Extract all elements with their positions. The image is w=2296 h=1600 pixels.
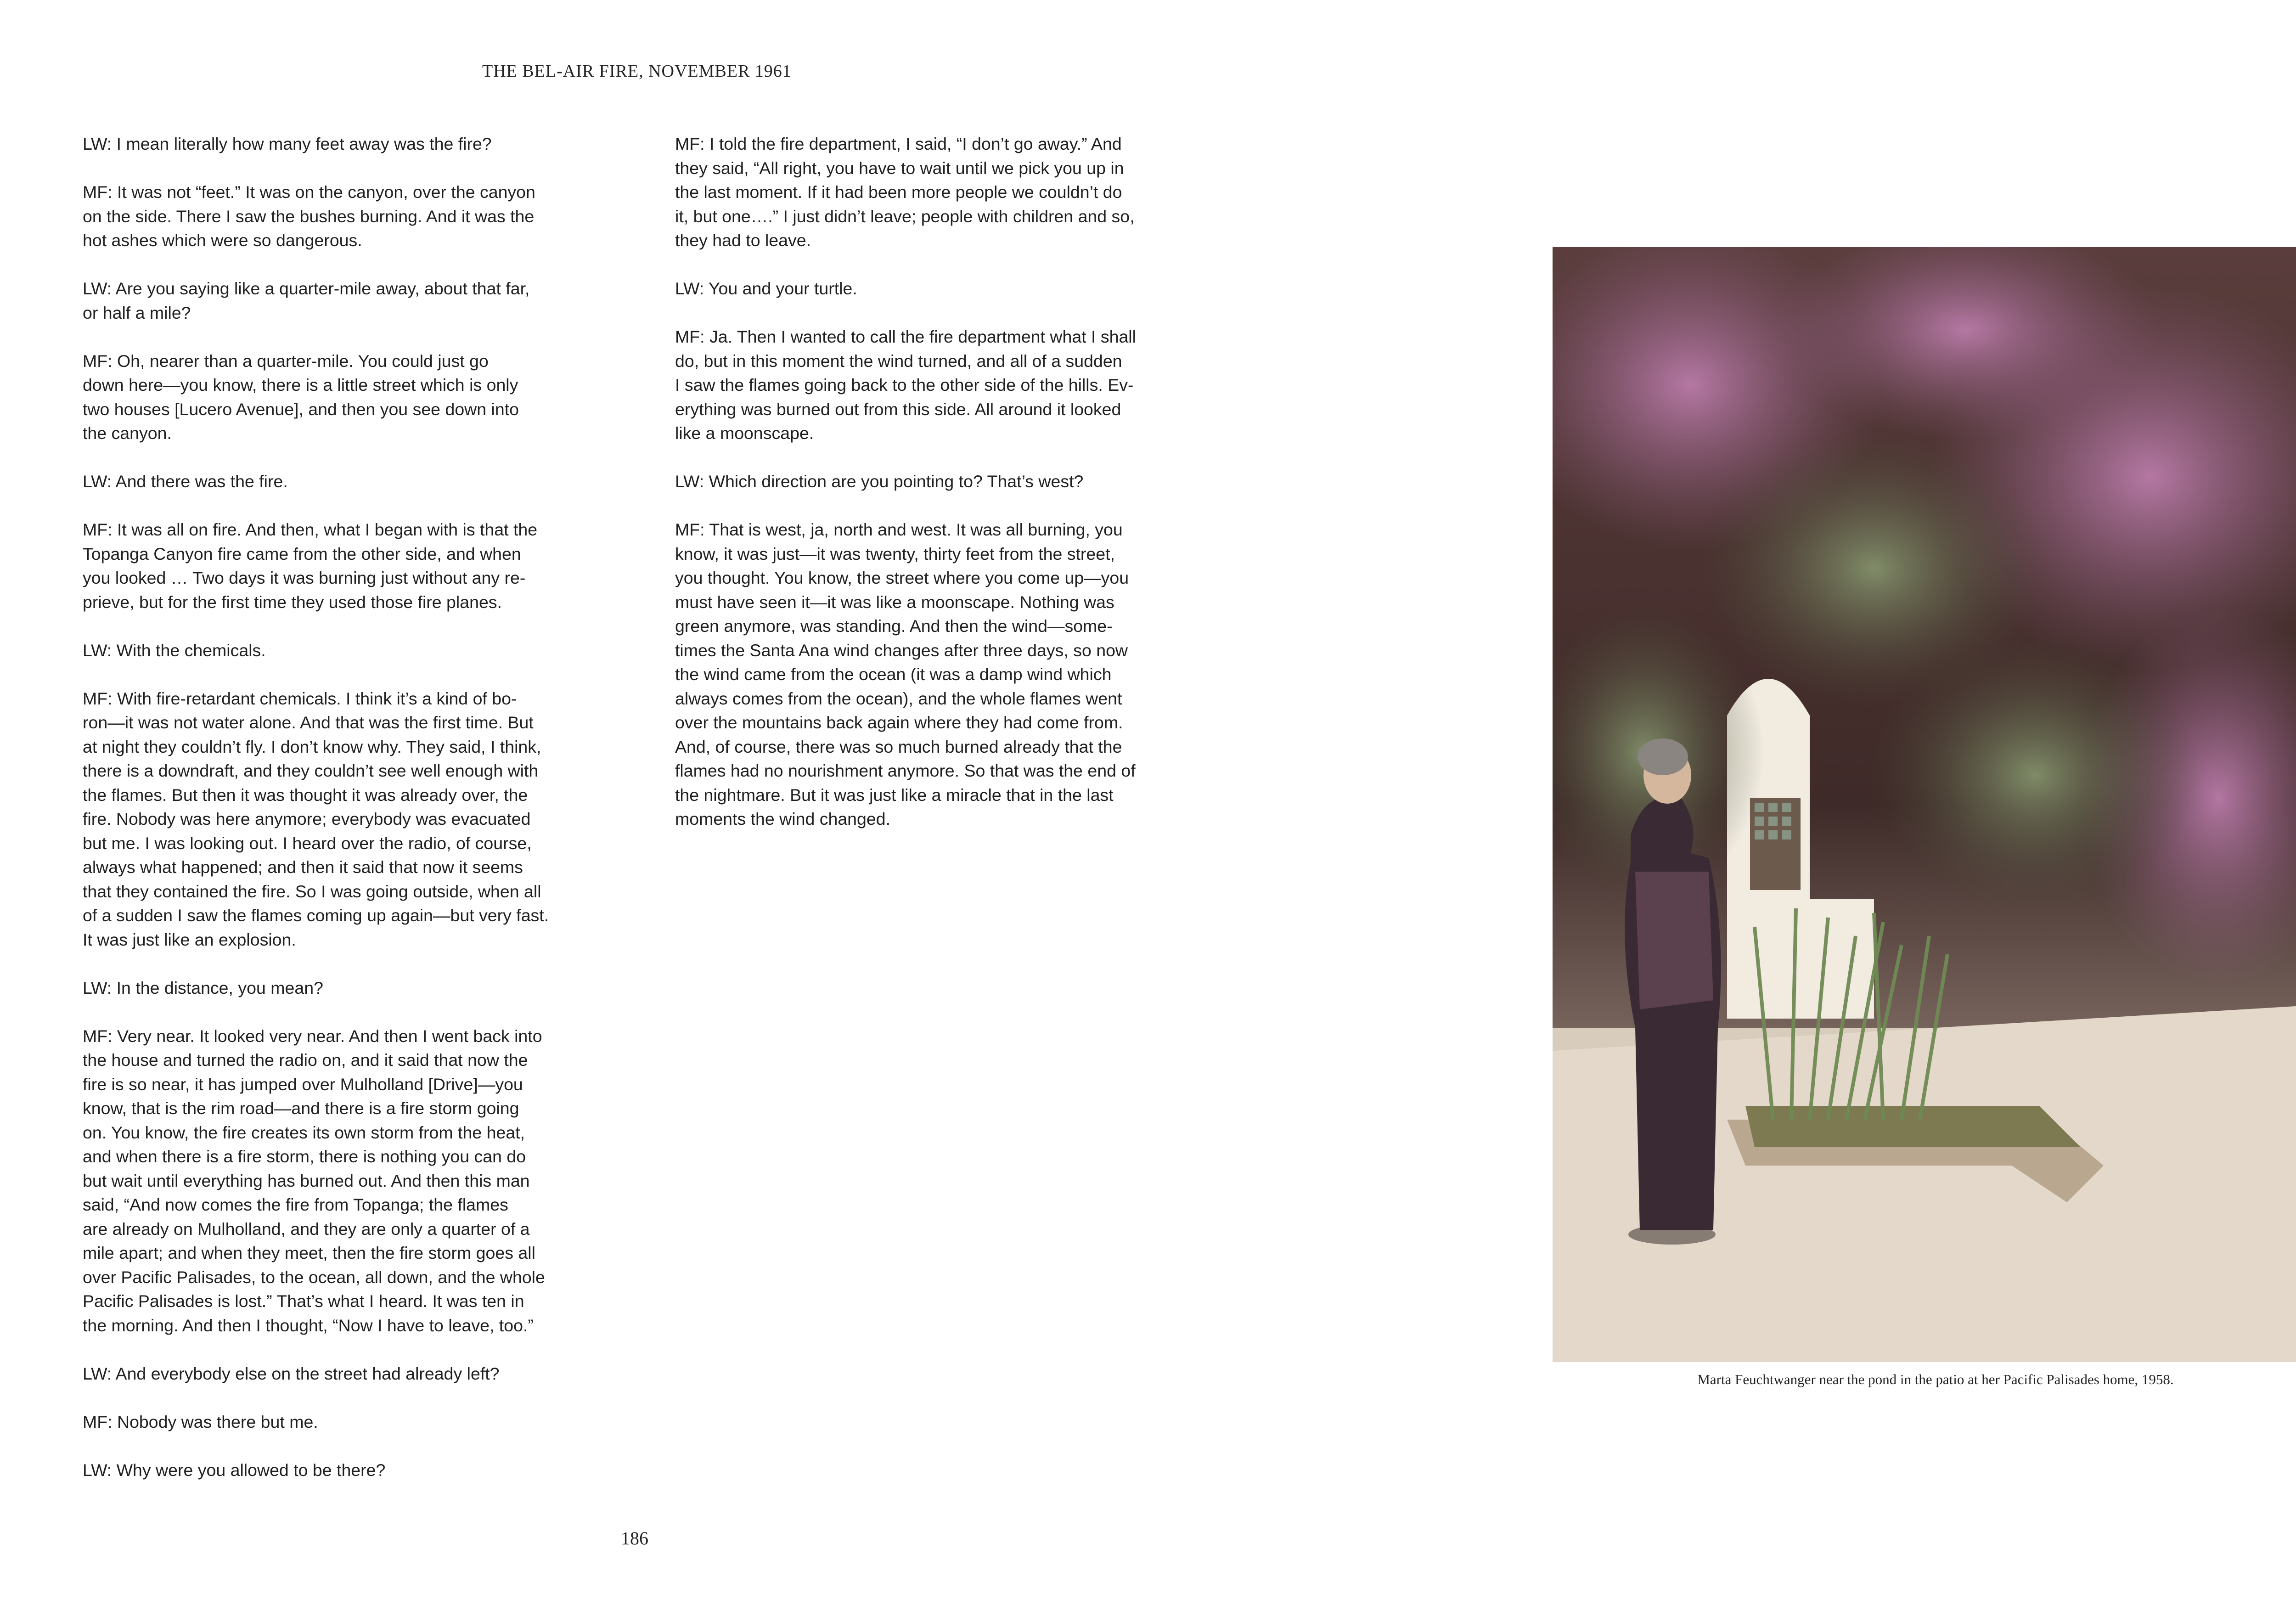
interview-paragraph: MF: Oh, nearer than a quarter-mile. You could just go down here—you know, there is a little street which is only two houses [Lucero Avenue], and then you see down into the canyon.	[83, 351, 519, 443]
interview-paragraph: LW: And there was the fire.	[83, 472, 288, 491]
left-text-column	[83, 132, 611, 1506]
interview-paragraph: LW: I mean literally how many feet away was the fire?	[83, 134, 492, 153]
middle-text-column	[675, 132, 1203, 855]
interview-paragraph: LW: Which direction are you pointing to? That’s west?	[675, 472, 1084, 491]
interview-paragraph: LW: With the chemicals.	[83, 640, 266, 660]
photo-caption: Marta Feuchtwanger near the pond in the patio at her Pacific Palisades home, 1958.	[1697, 1371, 2174, 1387]
interview-paragraph: MF: With fire-retardant chemicals. I think it’s a kind of bo- ron—it was not water alone. And that was the first time. But at night they couldn’t fly. I don’t know why. They said, I think, there is a downdraft, and they couldn’t see well enough with the flames. But then it was thought it was already over, the fire. Nobody was here anymore; everybody was evacuated but me. I was looking out. I heard over the radio, of course, always what happened; and then it said that now it seems that they contained the fire. So I was going outside, when all of a sudden I saw the flames coming up again—but very fast. It was just like an explosion.	[83, 688, 549, 949]
interview-paragraph: MF: It was not “feet.” It was on the canyon, over the canyon on the side. There I saw the bushes burning. And it was the hot ashes which were so dangerous.	[83, 182, 535, 250]
interview-paragraph: LW: And everybody else on the street had already left?	[83, 1363, 500, 1383]
interview-paragraph: MF: Very near. It looked very near. And then I went back into the house and turned the radio on, and it said that now the fire is so near, it has jumped over Mulholland [Drive]—you know, that is the rim road—and there is a fire storm going on. You know, the fire creates its own storm from the heat, and when there is a fire storm, there is nothing you can do but wait until everything has burned out. And then this man said, “And now comes the fire from Topanga; the flames are already on Mulholland, and they are only a quarter of a mile apart; and when they meet, then the fire storm goes all over Pacific Palisades, to the ocean, all down, and the whole Pacific Palisades is lost.” That’s what I heard. It was ten in the morning. And then I thought, “Now I have to leave, too.”	[83, 1026, 545, 1335]
garden-photo	[1553, 247, 2296, 1362]
interview-paragraph: MF: Ja. Then I wanted to call the fire department what I shall do, but in this moment the wind turned, and all of a sudden I saw the flames going back to the other side of the hills. Ev- erything was burned out from this side. All around it looked like a moonscape.	[675, 327, 1136, 443]
interview-paragraph: MF: Nobody was there but me.	[83, 1412, 318, 1431]
interview-paragraph: MF: That is west, ja, north and west. It was all burning, you know, it was just—it was twenty, thirty feet from the street, you thought. You know, the street where you come up—you must have seen it—it was like a moonscape. Nothing was green anymore, was standing. And then the wind—some- times the Santa Ana wind changes after three days, so now the wind came from the ocean (it was a damp wind which always comes from the ocean), and the whole flames went over the mountains back again where they had come from. And, of course, there was so much burned already that the flames had no nourishment anymore. So that was the end of the nightmare. But it was just like a miracle that in the last moments the wind changed.	[675, 520, 1136, 828]
photo-illustration	[1553, 247, 2296, 1362]
interview-paragraph: LW: You and your turtle.	[675, 279, 857, 298]
interview-paragraph: LW: In the distance, you mean?	[83, 978, 323, 997]
running-head: THE BEL-AIR FIRE, NOVEMBER 1961	[482, 62, 792, 81]
interview-paragraph: MF: I told the fire department, I said, “I don’t go away.” And they said, “All right, you have to wait until we pick you up in the last moment. If it had been more people we couldn’t do it, but one….” I just didn’t leave; people with children and so, they had to leave.	[675, 134, 1135, 250]
interview-paragraph: MF: It was all on fire. And then, what I began with is that the Topanga Canyon fire came from the other side, and when you looked … Two days it was burning just without any re- prieve, but for the first time they used those fire planes.	[83, 520, 538, 612]
page-number: 186	[621, 1528, 648, 1549]
interview-paragraph: LW: Why were you allowed to be there?	[83, 1460, 386, 1480]
interview-paragraph: LW: Are you saying like a quarter-mile away, about that far, or half a mile?	[83, 279, 530, 322]
